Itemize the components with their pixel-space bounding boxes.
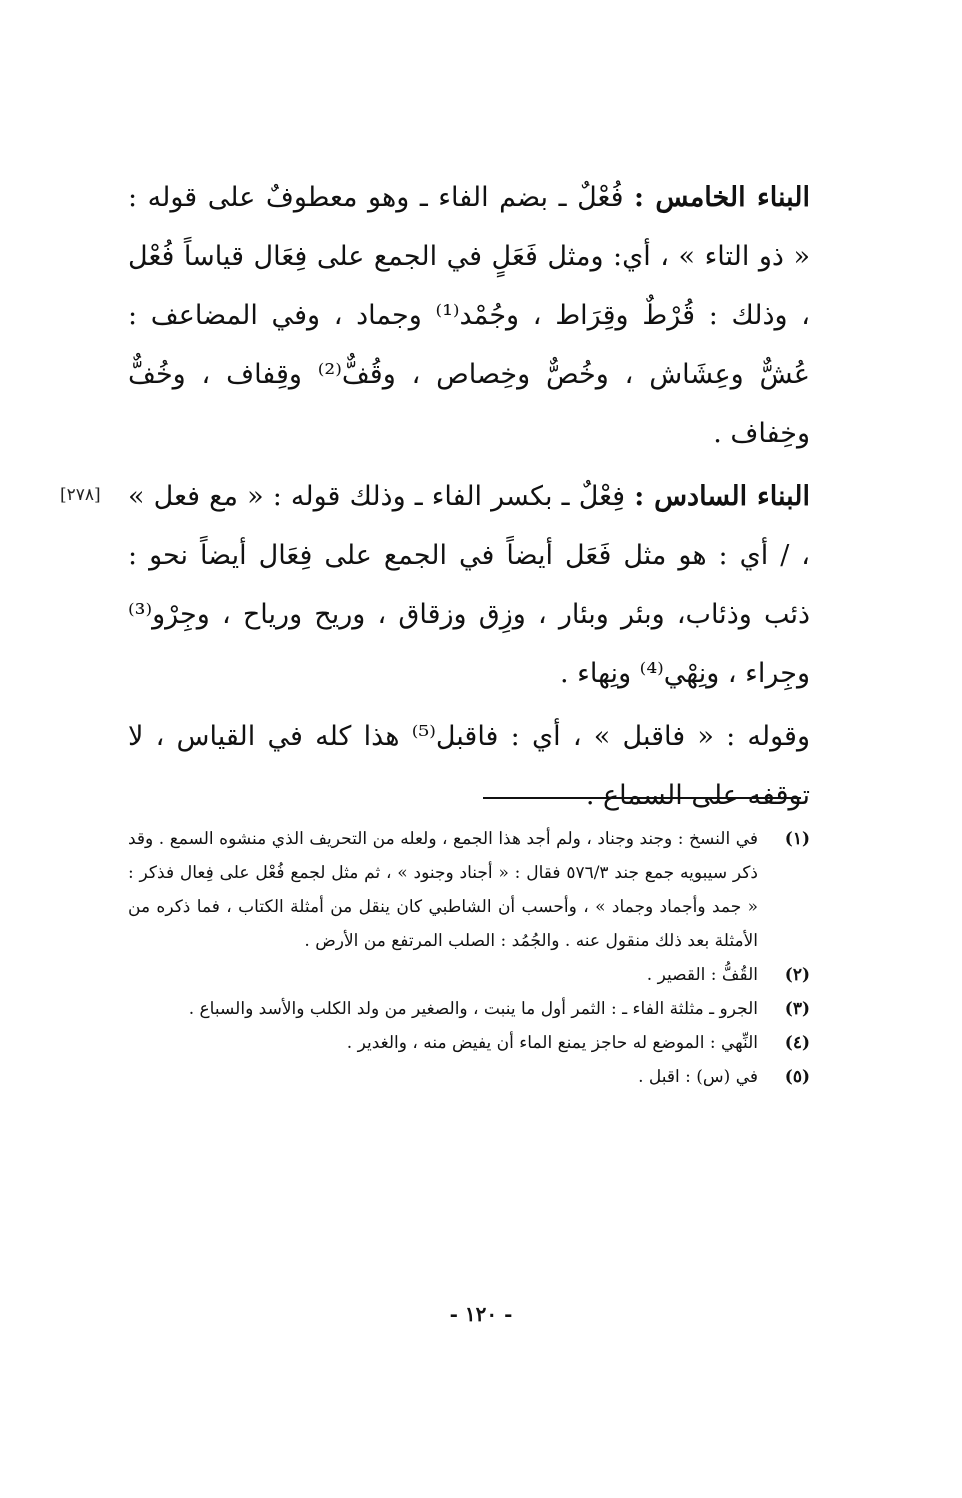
main-text (128, 168, 810, 825)
paragraph-text: وقوله : « فاقبل » ، أي : فاقبل⁽⁵⁾ هذا كله في القياس ، لا توقفه على السماع . (128, 721, 810, 811)
footnote-text: في (س) : اقبل . (638, 1067, 758, 1087)
margin-reference: [٢٧٨] (60, 485, 101, 505)
footnote-separator (483, 797, 801, 799)
footnote-number: (٢) (784, 965, 810, 985)
footnote-item (128, 1026, 810, 1060)
paragraph-text: فِعْلٌ ـ بكسر الفاء ـ وذلك قوله : « مع فعل » ، / أي : هو مثل فَعَل أيضاً في الجمع على فِعَال أيضاً نحو : ذئب وذئاب، وبئر وبئار ، وزِق وزقاق ، وريح ورياح ، وجِرْو⁽³⁾ وجِراء ، ونِهْي⁽⁴⁾ ونِهاء . (128, 481, 810, 689)
footnotes (128, 822, 810, 1094)
paragraph-heading: البناء الخامس : (634, 182, 810, 213)
footnote-number: (٣) (784, 999, 810, 1019)
paragraph-heading: البناء السادس : (634, 481, 810, 512)
footnote-number: (٤) (784, 1033, 810, 1053)
footnote-item (128, 822, 810, 958)
paragraph-sixth-form (128, 467, 810, 703)
footnote-number: (١) (784, 829, 810, 849)
footnote-number: (٥) (784, 1067, 810, 1087)
footnote-text: النِّهي : الموضع له حاجز يمنع الماء أن يفيض منه ، والغدير . (346, 1033, 758, 1053)
paragraph-conclusion (128, 707, 810, 825)
page-number: - ١٢٠ - (449, 1302, 513, 1326)
footnote-item (128, 1060, 810, 1094)
footnote-text: القُفُّ : القصير . (646, 965, 758, 985)
footnote-item (128, 958, 810, 992)
footnote-text: الجرو ـ مثلثة الفاء ـ : الثمر أول ما ينبت ، والصغير من ولد الكلب والأسد والسباع . (188, 999, 758, 1019)
paragraph-text: فُعْلٌ ـ بضم الفاء ـ وهو معطوفٌ على قوله : « ذو التاء » ، أي: ومثل فَعَلٍ في الجمع على فِعَال قياساً فُعْل ، وذلك : قُرْطٌ وقِرَاط ، وجُمْد⁽¹⁾ وجماد ، وفي المضاعف : عُشٌّ وعِشَاش ، وخُصٌّ وخِصاص ، وقُفٌّ⁽²⁾ وقِفاف ، وخُفٌّ وخِفاف . (128, 182, 810, 449)
footnote-item (128, 992, 810, 1026)
footnote-text: في النسخ : وجند وجناد ، ولم أجد هذا الجمع ، ولعله من التحريف الذي منشوه السمع . وقد ذكر سيبويه جمع جند ٥٧٦/٣ فقال : « أجناد وجنود » ، ثم مثل لجمع فُعْل على فِعال فذكر : « جمد وأجماد وجماد » ، وأحسب أن الشاطبي كان ينقل من أمثلة الكتاب ، فما ذكره من الأمثلة بعد ذلك منقول عنه . والجُمُد : الصلب المرتفع من الأرض . (128, 829, 758, 951)
paragraph-fifth-form (128, 168, 810, 463)
